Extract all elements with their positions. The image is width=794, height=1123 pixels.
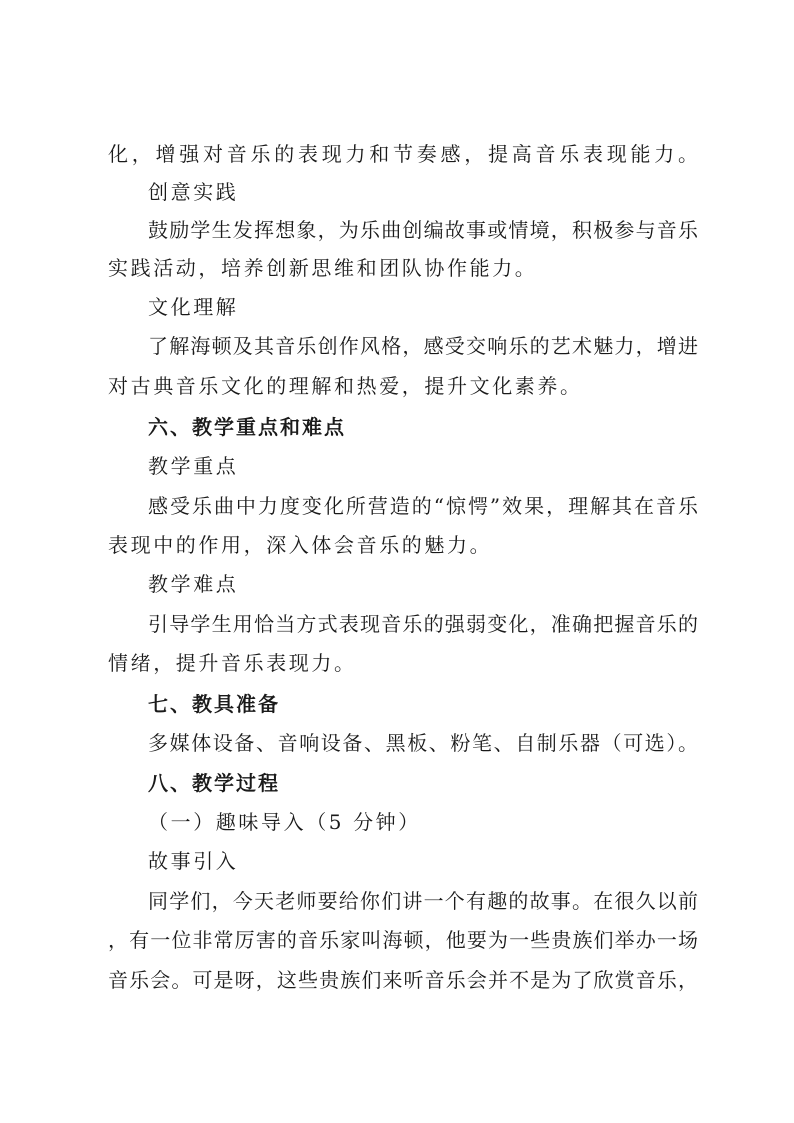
subheading-story-intro: 故事引入 — [148, 849, 239, 873]
subsection-heading: （一）趣味导入（5 分钟） — [148, 810, 421, 834]
paragraph-line: 对古典音乐文化的理解和热爱，提升文化素养。 — [108, 374, 583, 398]
subheading-teaching-focus: 教学重点 — [148, 454, 239, 478]
paragraph-line: ，有一位非常厉害的音乐家叫海顿，他要为一些贵族们举办一场 — [108, 928, 698, 952]
section-heading-7: 七、教具准备 — [148, 692, 280, 716]
paragraph-line: 感受乐曲中力度变化所营造的“惊愕”效果，理解其在音乐 — [148, 494, 698, 518]
paragraph-line: 化，增强对音乐的表现力和节奏感，提高音乐表现能力。 — [108, 142, 698, 166]
subheading-cultural-understanding: 文化理解 — [148, 295, 239, 319]
paragraph-line: 同学们，今天老师要给你们讲一个有趣的故事。在很久以前 — [148, 889, 698, 913]
section-heading-8: 八、教学过程 — [148, 771, 280, 795]
paragraph-line: 引导学生用恰当方式表现音乐的强弱变化，准确把握音乐的 — [148, 612, 698, 636]
paragraph-line: 实践活动，培养创新思维和团队协作能力。 — [108, 256, 538, 280]
subheading-teaching-difficulty: 教学难点 — [148, 572, 239, 596]
paragraph-line: 情绪，提升音乐表现力。 — [108, 651, 357, 675]
paragraph-line: 音乐会。可是呀，这些贵族们来听音乐会并不是为了欣赏音乐， — [108, 968, 698, 992]
paragraph-line: 多媒体设备、音响设备、黑板、粉笔、自制乐器（可选）。 — [148, 731, 698, 755]
section-heading-6: 六、教学重点和难点 — [148, 415, 346, 439]
paragraph-line: 鼓励学生发挥想象，为乐曲创编故事或情境，积极参与音乐 — [148, 218, 698, 242]
subheading-creative-practice: 创意实践 — [148, 180, 239, 204]
paragraph-line: 表现中的作用，深入体会音乐的魅力。 — [108, 533, 493, 557]
paragraph-line: 了解海顿及其音乐创作风格，感受交响乐的艺术魅力，增进 — [148, 334, 698, 358]
